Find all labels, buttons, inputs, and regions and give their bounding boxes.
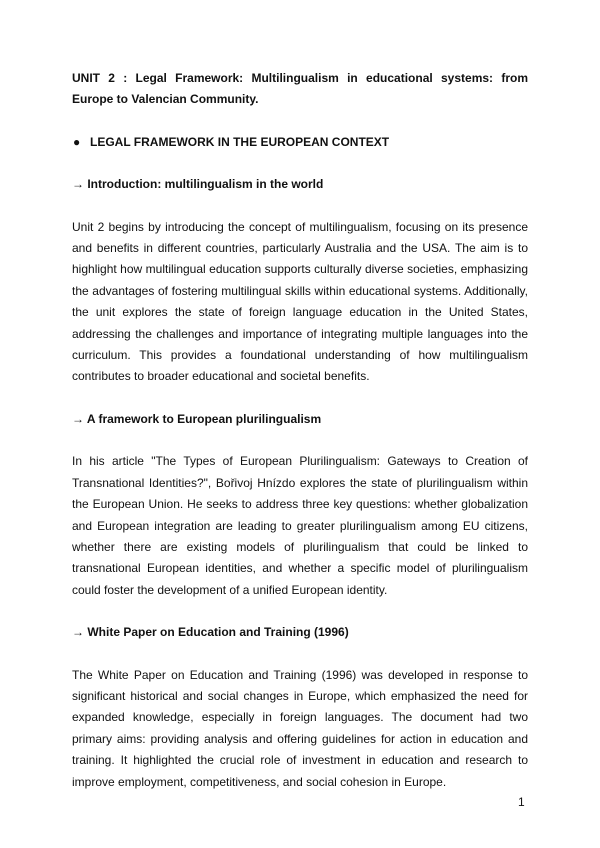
bullet-dot-icon: ● — [73, 134, 81, 149]
section-heading-introduction: → Introduction: multilingualism in the world — [72, 177, 324, 192]
page-number: 1 — [518, 795, 525, 809]
document-content — [72, 68, 528, 793]
section-heading-plurilingualism: → A framework to European plurilingualism — [72, 411, 322, 426]
section-body-white-paper: The White Paper on Education and Training (1996) was developed in response to significant historical and social changes in Europe, which emphasized the need for expanded knowledge, especially in foreign languages. The document had two primary aims: providing analysis and offering guidelines for action in education and training. It highlighted the crucial role of investment in education and research to improve employment, competitiveness, and social cohesion in Europe. — [72, 667, 528, 789]
unit-title: UNIT 2 : Legal Framework: Multilingualism in educational systems: from Europe to Valencian Community. — [72, 71, 528, 107]
section-body-plurilingualism: In his article "The Types of European Plurilingualism: Gateways to Creation of Transnational Identities?", Bořivoj Hnízdo explores the state of plurilingualism within the European Union. He seeks to address three key questions: whether globalization and European integration are leading to greater plurilingualism among EU citizens, whether there are existing models of plurilingualism that could be linked to transnational European identities, and whether a specific model of plurilingualism could foster the development of a unified European identity. — [72, 454, 528, 597]
section-heading-white-paper: → White Paper on Education and Training (1996) — [72, 625, 349, 640]
bullet-heading-text: LEGAL FRAMEWORK IN THE EUROPEAN CONTEXT — [90, 134, 390, 149]
section-body-introduction: Unit 2 begins by introducing the concept of multilingualism, focusing on its presence and benefits in different countries, particularly Australia and the USA. The aim is to highlight how multilingual education supports culturally diverse societies, emphasizing the advantages of fostering multilingual skills within educational systems. Additionally, the unit explores the state of foreign language education in the United States, addressing the challenges and importance of integrating multiple languages into the curriculum. This provides a foundational understanding of how multilingualism contributes to broader educational and societal benefits. — [72, 219, 528, 384]
bullet-heading — [72, 132, 528, 153]
